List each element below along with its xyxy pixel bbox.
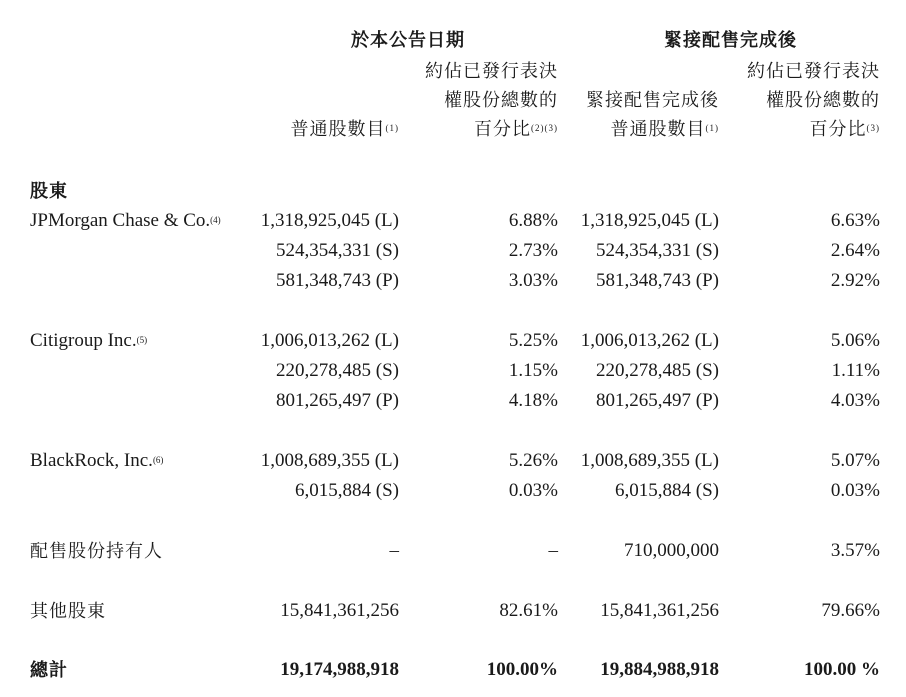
- cell-shares-after: 1,006,013,262 (L): [580, 330, 719, 351]
- holder-name-blackrock: BlackRock, Inc.$^{(6)}$: [30, 450, 164, 471]
- cell-pct-now: 0.03%: [508, 480, 558, 501]
- cell-shares-after: 524,354,331 (S): [596, 240, 719, 261]
- cell-pct-now: 2.73%: [508, 240, 558, 261]
- cell-total-pct-after: 100.00 %: [804, 659, 880, 680]
- col4-header-line2: 權股份總數的: [766, 90, 880, 110]
- cell-shares-now: 15,841,361,256: [280, 600, 399, 621]
- cell-pct-now: 5.26%: [508, 450, 558, 471]
- cell-shares-now: 1,008,689,355 (L): [260, 450, 399, 471]
- cell-pct-after: 79.66%: [821, 600, 880, 621]
- cell-shares-after: 15,841,361,256: [600, 600, 719, 621]
- cell-shares-after: 1,318,925,045 (L): [580, 210, 719, 231]
- cell-pct-after: 6.63%: [830, 210, 880, 231]
- col2-header-line2: 權股份總數的: [444, 90, 558, 110]
- col4-header-line1: 約佔已發行表決: [747, 61, 880, 81]
- cell-shares-after: 220,278,485 (S): [596, 360, 719, 381]
- cell-shares-after: 6,015,884 (S): [615, 480, 719, 501]
- cell-pct-now: 3.03%: [508, 270, 558, 291]
- cell-pct-after: 0.03%: [830, 480, 880, 501]
- cell-pct-now: 6.88%: [508, 210, 558, 231]
- cell-pct-after: 2.64%: [830, 240, 880, 261]
- cell-total-shares-after: 19,884,988,918: [600, 659, 719, 680]
- cell-pct-now: 82.61%: [499, 600, 558, 621]
- cell-total-pct-now: 100.00%: [486, 659, 558, 680]
- cell-pct-now: –: [548, 540, 558, 561]
- cell-shares-after: 710,000,000: [624, 540, 719, 561]
- cell-pct-now: 5.25%: [508, 330, 558, 351]
- cell-shares-now: 581,348,743 (P): [276, 270, 399, 291]
- cell-shares-after: 581,348,743 (P): [596, 270, 719, 291]
- cell-shares-now: 1,318,925,045 (L): [260, 210, 399, 231]
- cell-shares-now: –: [389, 540, 399, 561]
- cell-shares-after: 801,265,497 (P): [596, 390, 719, 411]
- cell-total-shares-now: 19,174,988,918: [280, 659, 399, 680]
- cell-pct-after: 3.57%: [830, 540, 880, 561]
- row-label-placees: 配售股份持有人: [30, 541, 163, 561]
- cell-shares-now: 801,265,497 (P): [276, 390, 399, 411]
- col1-header: 普通股數目$^{(1)}$: [290, 119, 399, 139]
- header-group-after-placing: 緊接配售完成後: [664, 30, 797, 50]
- cell-shares-now: 1,006,013,262 (L): [260, 330, 399, 351]
- cell-shares-after: 1,008,689,355 (L): [580, 450, 719, 471]
- cell-shares-now: 524,354,331 (S): [276, 240, 399, 261]
- cell-pct-now: 4.18%: [508, 390, 558, 411]
- cell-pct-now: 1.15%: [508, 360, 558, 381]
- col3-header-line1: 緊接配售完成後: [586, 90, 719, 110]
- section-title-shareholders: 股東: [30, 181, 68, 201]
- cell-shares-now: 6,015,884 (S): [295, 480, 399, 501]
- header-group-current: 於本公告日期: [351, 30, 465, 50]
- col3-header-line2: 普通股數目$^{(1)}$: [610, 119, 719, 139]
- row-label-total: 總計: [30, 660, 68, 680]
- cell-pct-after: 5.07%: [830, 450, 880, 471]
- holder-name-citigroup: Citigroup Inc.$^{(5)}$: [30, 330, 148, 351]
- cell-pct-after: 5.06%: [830, 330, 880, 351]
- col4-header-line3: 百分比$^{(3)}$: [809, 119, 880, 139]
- col2-header-line1: 約佔已發行表決: [425, 61, 558, 81]
- holder-name-jpmorgan: JPMorgan Chase & Co.$^{(4)}$: [30, 210, 221, 231]
- col2-header-line3: 百分比$^{(2)(3)}$: [474, 119, 558, 139]
- cell-pct-after: 4.03%: [830, 390, 880, 411]
- cell-shares-now: 220,278,485 (S): [276, 360, 399, 381]
- row-label-other-shareholders: 其他股東: [30, 601, 106, 621]
- cell-pct-after: 1.11%: [831, 360, 880, 381]
- cell-pct-after: 2.92%: [830, 270, 880, 291]
